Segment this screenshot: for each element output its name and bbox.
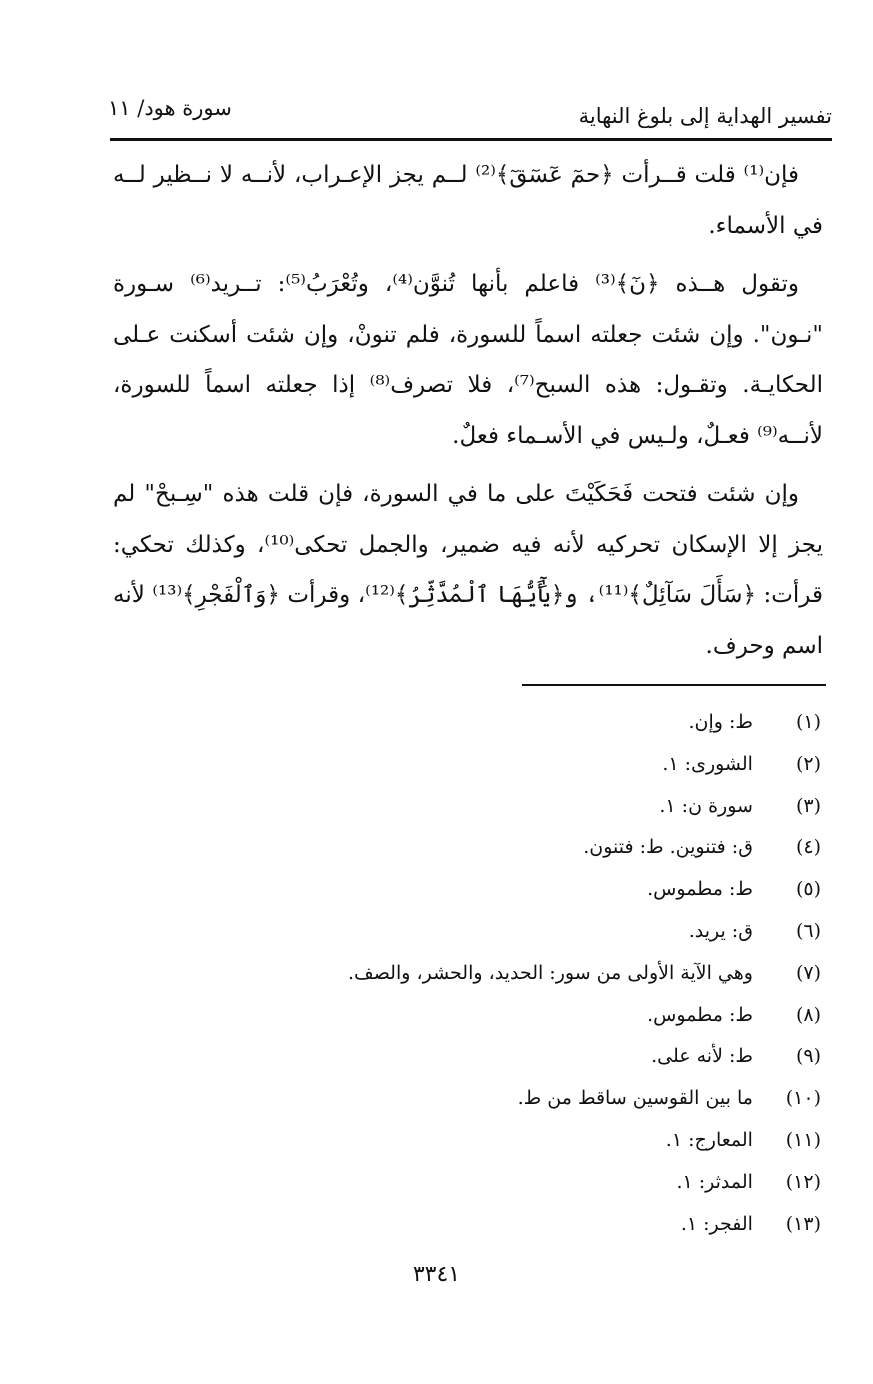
footnote-text: ط: لأنه على. [651, 1045, 753, 1068]
footnote-number: (١٢) [785, 1170, 821, 1193]
page-number: ٣٣٤١ [412, 1262, 461, 1287]
footnote-item [121, 869, 821, 911]
footnote-item [121, 1204, 821, 1246]
footnote-text: الفجر: ١. [680, 1212, 753, 1235]
sura-reference: سورة هود/ ١١ [108, 96, 232, 120]
running-header [108, 96, 832, 136]
footnote-number: (١٠) [785, 1087, 821, 1110]
footnote-number: (١) [795, 711, 821, 733]
footnote-number: (٥) [795, 878, 821, 901]
footnote-item [121, 1162, 821, 1204]
footnote-item [121, 1078, 821, 1120]
main-text [113, 150, 823, 679]
footnote-text: الشورى: ١. [662, 752, 753, 775]
footnote-number: (١١) [785, 1128, 821, 1151]
footnote-item [121, 702, 821, 744]
footnote-item [121, 1036, 821, 1078]
paragraph: وتقول هــذه ﴿نٓ﴾⁽³⁾ فاعلم بأنها تُنوَّن⁽⁴⁾، وتُعْرَبُ⁽⁵⁾: تــريد⁽⁶⁾ سـورة "نـون". وإن شئت جعلته اسماً للسورة، فلم تنونْ، وإن شئت أسكنت عـلى الحكايـة. وتقـول: هذه السبح⁽⁷⁾، فلا تصرف⁽⁸⁾ إذا جعلته اسماً للسورة، لأنــه⁽⁹⁾ فعـلٌ، ولـيس في الأسـماء فعلٌ. [113, 271, 823, 449]
footnote-item [121, 744, 821, 786]
footnote-number: (٣) [795, 794, 821, 817]
footnote-number: (٦) [795, 919, 821, 942]
footnotes-list [121, 702, 821, 1245]
footnote-item [121, 827, 821, 869]
paragraph: فإن⁽¹⁾ قلت قــرأت ﴿حمٓ عٓسٓقٓ﴾⁽²⁾ لــم يجز الإعـراب، لأنــه لا نــظير لــه في الأسماء. [113, 162, 823, 239]
footnote-item [121, 995, 821, 1037]
footnote-item [121, 953, 821, 995]
footnote-text: ط: مطموس. [647, 1003, 753, 1026]
footnote-text: ق: يريد. [688, 919, 753, 942]
footnote-number: (٧) [795, 961, 821, 984]
header-divider [110, 138, 832, 141]
paragraph: وإن شئت فتحت فَحَكَيْتَ على ما في السورة، فإن قلت هذه "سِـبحْ" لم يجز إلا الإسكان تحركيه لأنه فيه ضمير، والجمل تحكى⁽¹⁰⁾، وكذلك تحكي: قرأت: ﴿سَأَلَ سَآئِلٌ﴾⁽¹¹⁾، و﴿يَٰٓأَيُّهَا ٱلْمُدَّثِّرُ﴾⁽¹²⁾، وقرأت ﴿وَٱلْفَجْرِ﴾⁽¹³⁾ لأنه اسم وحرف. [113, 481, 823, 659]
footnote-text: ط: وإن. [688, 711, 753, 733]
footnote-number: (٨) [795, 1003, 821, 1026]
footnote-text: المعارج: ١. [665, 1128, 753, 1151]
footnote-text: ما بين القوسين ساقط من ط. [517, 1087, 753, 1110]
footnote-text: وهي الآية الأولى من سور: الحديد، والحشر، والصف. [347, 961, 753, 984]
footnote-divider [522, 684, 826, 686]
footnote-number: (١٣) [785, 1212, 821, 1235]
book-title: تفسير الهداية إلى بلوغ النهاية [578, 104, 832, 128]
footnote-text: ط: مطموس. [647, 878, 753, 901]
footnote-item [121, 911, 821, 953]
footnote-number: (٩) [795, 1045, 821, 1068]
footnote-text: ق: فتنوين. ط: فتنون. [583, 836, 753, 859]
footnote-item [121, 786, 821, 828]
footnote-text: سورة ن: ١. [659, 794, 753, 817]
footnote-item [121, 1120, 821, 1162]
footnote-number: (٢) [795, 752, 821, 775]
footnote-text: المدثر: ١. [676, 1170, 753, 1193]
footnote-number: (٤) [795, 836, 821, 859]
